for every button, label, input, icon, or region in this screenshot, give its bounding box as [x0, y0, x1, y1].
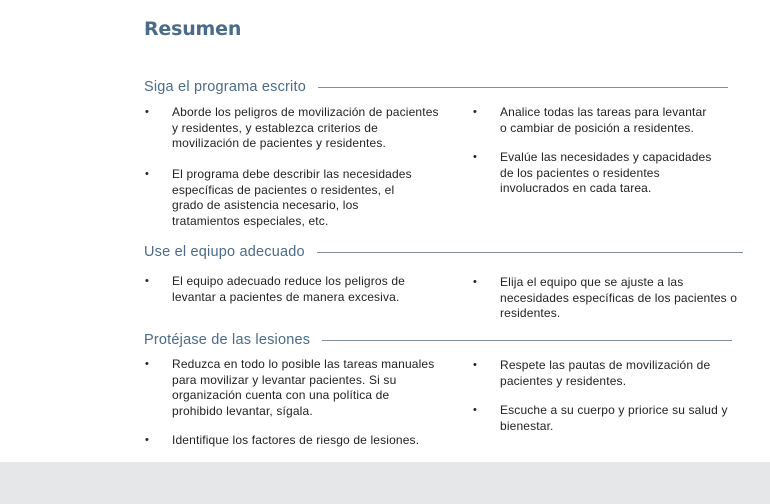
list-item — [473, 358, 730, 389]
footer-band — [0, 462, 770, 504]
list-item-text: Escuche a su cuerpo y priorice su salud y bienestar. — [500, 403, 728, 433]
list-item — [145, 274, 422, 305]
list-item — [145, 105, 442, 152]
list-item-text: Analice todas las tareas para levantar o cambiar de posición a residentes. — [500, 105, 707, 135]
section-header-program — [144, 79, 728, 95]
bullet-icon: • — [473, 106, 478, 118]
section-header-protection — [144, 332, 732, 348]
list-item-text: El equipo adecuado reduce los peligros de levantar a pacientes de manera excesiva. — [172, 274, 405, 304]
list-item-text: Identifique los factores de riesgo de lesiones. — [172, 433, 420, 447]
section-heading: Protéjase de las lesiones — [144, 332, 311, 348]
bullet-icon: • — [145, 358, 150, 370]
list-item-text: El programa debe describir las necesidades específicas de pacientes o residentes, el grado de asistencia necesario, los tratamientos especiales, etc. — [172, 167, 412, 228]
list-item — [473, 275, 750, 322]
list-item — [473, 105, 715, 136]
list-item — [145, 167, 427, 229]
list-item — [145, 357, 442, 419]
section-heading: Use el eqiupo adecuado — [144, 244, 305, 260]
bullet-icon: • — [473, 404, 478, 416]
page-title: Resumen — [144, 18, 242, 40]
section-divider — [318, 87, 728, 88]
bullet-icon: • — [145, 106, 150, 118]
section-header-equipment — [144, 244, 743, 260]
list-item-text: Respete las pautas de movilización de pacientes y residentes. — [500, 358, 711, 388]
section-heading: Siga el programa escrito — [144, 79, 306, 95]
list-item-text: Aborde los peligros de movilización de pacientes y residentes, y establezca criterios de movilización de pacientes y residentes. — [172, 105, 439, 150]
bullet-icon: • — [145, 168, 150, 180]
list-item-text: Reduzca en todo lo posible las tareas manuales para movilizar y levantar pacientes. Si su organización cuenta con una política de prohibido levantar, sígala. — [172, 357, 435, 418]
bullet-icon: • — [473, 276, 478, 288]
bullet-icon: • — [145, 275, 150, 287]
list-item — [145, 433, 442, 449]
section-divider — [322, 340, 732, 341]
section-divider — [317, 252, 743, 253]
list-item-text: Evalúe las necesidades y capacidades de los pacientes o residentes involucrados en cada tarea. — [500, 150, 712, 195]
list-item — [473, 150, 725, 197]
bullet-icon: • — [473, 151, 478, 163]
list-item — [473, 403, 735, 434]
list-item-text: Elija el equipo que se ajuste a las necesidades específicas de los pacientes o residentes. — [500, 275, 738, 320]
bullet-icon: • — [473, 359, 478, 371]
bullet-icon: • — [145, 434, 150, 446]
